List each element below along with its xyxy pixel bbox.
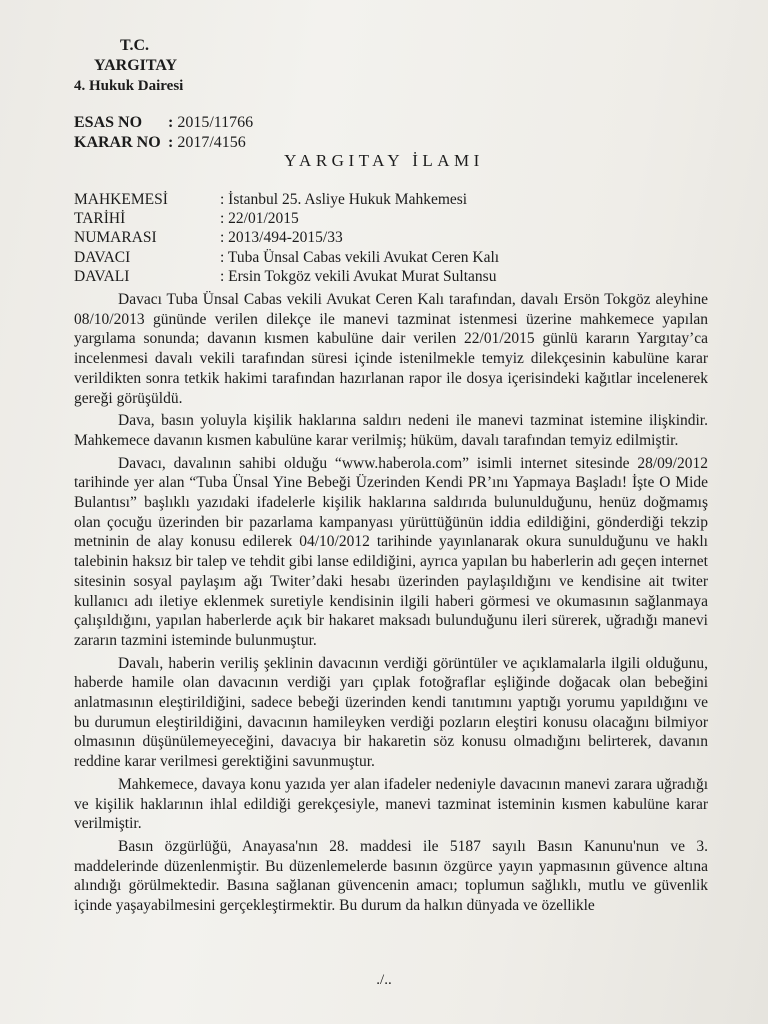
detail-value: : Tuba Ünsal Cabas vekili Avukat Ceren Kalı (220, 248, 500, 266)
court-header (72, 36, 232, 96)
paragraph: Davacı Tuba Ünsal Cabas vekili Avukat Ceren Kalı tarafından, davalı Ersön Tokgöz aleyhine 08/10/2013 gününde verilen dilekçe ile manevi tazminat istenmesi üzerine mahkemece yapılan yargılama sonunda; davanın kısmen kabulüne dair verilen 22/01/2015 günlü kararın Yargıtay’ca incelenmesi davalı vekili tarafından süresi içinde istenilmekle temyiz dilekçesinin kabulüne karar verildikten sonra tetkik hakimi tarafından hazırlanan rapor ile dosya içerisindeki kağıtlar incelenerek gereği görüşüldü. (74, 291, 708, 407)
case-details (74, 190, 499, 286)
case-references (74, 113, 253, 153)
decision-body (74, 290, 708, 919)
paragraph: Davalı, haberin veriliş şeklinin davacının verdiği görüntüler ve açıklamalarla ilgili olduğunu, haberde hamile olan davacının verdiği yarı çıplak fotoğraflar eşliğinde doğacak olan bebeğini anlatmasının eleştirildiğini, sadece bebeği üzerinden kendi tanıtımını yaptığı yorumu yapıldığını ve bu durumun eleştirildiğini, davacının hamileyken verdiği pozların eleştiri konusu olacağını bilmiyor olmasının düşünülemeyeceğini, davacıya bir hakaretin söz konusu olmadığını belirterek, davanın reddine karar verilmesi gerektiğini savunmuştur. (74, 654, 708, 771)
court-name: YARGITAY (94, 57, 177, 74)
page-continuation-mark: ./.. (376, 972, 392, 988)
karar-label: KARAR NO (74, 134, 161, 151)
detail-label: DAVALI (74, 267, 130, 285)
detail-row-davali (74, 267, 499, 286)
esas-label: ESAS NO (74, 114, 143, 131)
paragraph: Mahkemece, davaya konu yazıda yer alan ifadeler nedeniyle davacının manevi zarara uğradığı ve kişilik haklarının ihlal edildiği gerekçesiyle, manevi tazminat isteminin kısmen kabulüne karar verilmiştir. (74, 775, 708, 833)
detail-value: : İstanbul 25. Asliye Hukuk Mahkemesi (220, 191, 468, 208)
country-abbrev: T.C. (120, 37, 150, 54)
detail-row-numarasi (74, 228, 499, 247)
karar-separator: : (168, 134, 174, 151)
esas-value: 2015/11766 (177, 114, 254, 131)
detail-row-mahkemesi (74, 190, 499, 209)
paragraph: Basın özgürlüğü, Anayasa'nın 28. maddesi ile 5187 sayılı Basın Kanunu'nun ve 3. maddelerinde düzenlenmiştir. Bu düzenlemelerde basının özgürce yayın yapmasının güvence altına alındığı görülmektedir. Basına sağlanan güvencenin amacı; toplumun sağlıklı, mutlu ve güvenlik içinde yaşayabilmesini gerçekleştirmektir. Bu durum da halkın dünyada ve özellikle (74, 837, 708, 915)
esas-separator: : (168, 114, 174, 131)
detail-label: MAHKEMESİ (74, 191, 168, 208)
detail-row-tarihi (74, 209, 499, 228)
esas-row (74, 113, 253, 133)
paragraph: Davacı, davalının sahibi olduğu “www.haberola.com” isimli internet sitesinde 28/09/2012 tarihinde yer alan “Tuba Ünsal Yine Bebeği Üzerinden Kendi PR’ını Yapmaya Başladı! İşte O Mide Bulantısı” başlıklı yazıdaki ifadelerle kişilik haklarına saldırıda bulunulduğunu, henüz doğmamış olan çocuğu üzerinden bir pazarlama kampanyası yürüttüğünün iddia edildiğini, gönderdiği tekzip metninin de alay konusu edilerek 04/10/2012 tarihinde yayınlanarak okura sunulduğunu ve haklı talebinin haksız bir talep ve tehdit gibi lanse edildiğini, ayrıca yapılan bu haberlerin adı geçen internet sitesinin sosyal paylaşım ağı Twiter’daki hesabı üzerinden paylaşıldığını ve kendisine ait twiter kullanıcı adı iletiye eklenmek suretiyle kendisinin ilgili haberi görmesi ve okumasının sağlanmaya çalışıldığını, yapılan haberlerde açık bir hakaret maksadı bulunduğunu ileri sürerek, uğradığı manevi zararın tazmini isteminde bulunmuştur. (74, 454, 708, 649)
detail-label: DAVACI (74, 248, 131, 266)
detail-value: : Ersin Tokgöz vekili Avukat Murat Sultansu (220, 267, 497, 285)
detail-value: : 2013/494-2015/33 (220, 229, 343, 247)
court-chamber: 4. Hukuk Dairesi (74, 78, 184, 94)
karar-value: 2017/4156 (177, 134, 246, 151)
detail-value: : 22/01/2015 (220, 210, 299, 228)
detail-label: TARİHİ (74, 210, 126, 228)
detail-row-davaci (74, 248, 499, 267)
paragraph: Dava, basın yoluyla kişilik haklarına saldırı nedeni ile manevi tazminat istemine ilişkindir. Mahkemece davanın kısmen kabulüne karar verilmiş; hüküm, davalı tarafından temyiz edilmiştir. (74, 412, 708, 449)
detail-label: NUMARASI (74, 229, 157, 247)
document-title: YARGITAY İLAMI (284, 151, 484, 170)
